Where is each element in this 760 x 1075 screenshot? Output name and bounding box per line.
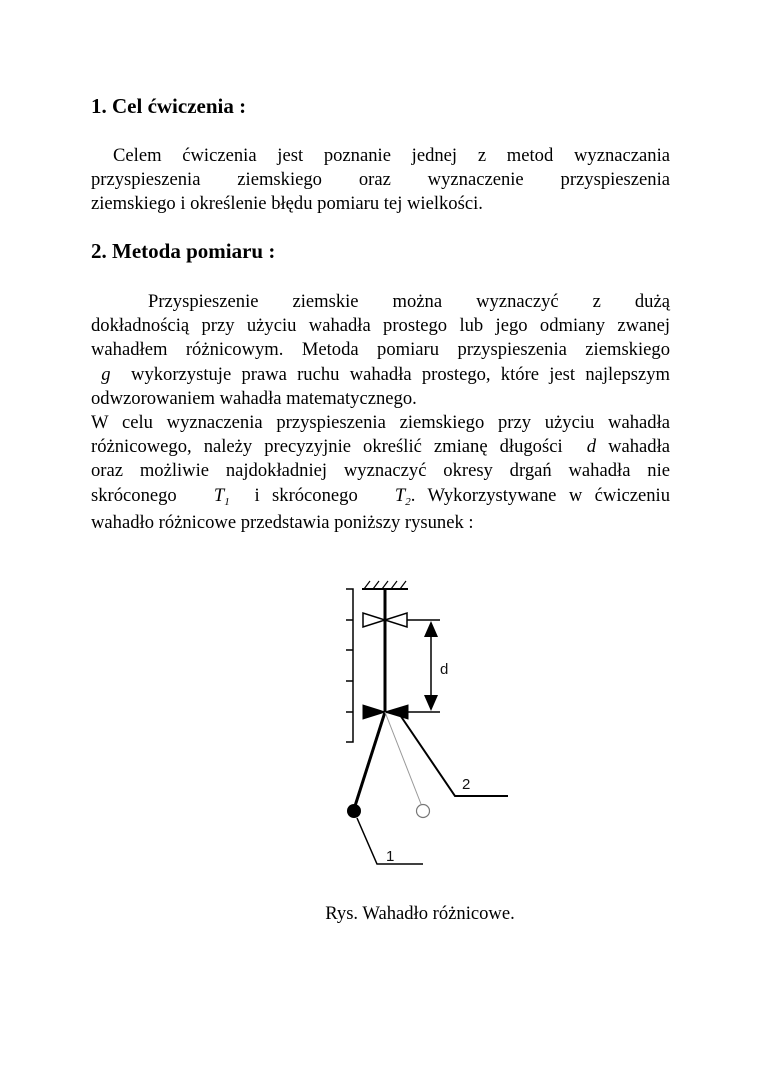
paragraph-line: Przyspieszenie ziemskie można wyznaczyć z dużą — [148, 291, 670, 312]
pendulum-1-label: 1 — [386, 848, 395, 865]
section-1-heading: 1. Cel ćwiczenia : — [91, 94, 247, 118]
paragraph-line: Celem ćwiczenia jest poznanie jednej z metod wyznaczania — [113, 145, 670, 166]
symbol-g: g — [101, 363, 111, 385]
paragraph-line-text: wykorzystuje prawa ruchu wahadła prostego, które jest najlepszym — [131, 363, 670, 385]
pendulum-2-leader — [398, 712, 508, 796]
paragraph-line-text: różnicowego, należy precyzyjnie określić zmianę długości — [91, 436, 563, 458]
paragraph-line: przyspieszenia ziemskiego oraz wyznaczenie przyspieszenia — [91, 169, 670, 191]
length-scale-bracket — [346, 589, 353, 742]
section-2-heading: 2. Metoda pomiaru : — [91, 239, 276, 263]
symbol-T2: $T_2$ — [394, 484, 411, 508]
pendulum-1-string — [355, 712, 385, 806]
paragraph-line: oraz możliwie najdokładniej wyznaczyć okresy drgań wahadła nie — [91, 460, 670, 482]
figure-caption: Rys. Wahadło różnicowe. — [325, 903, 515, 924]
paragraph-line: W celu wyznaczenia przyspieszenia ziemskiego przy użyciu wahadła — [91, 411, 670, 433]
paragraph-line-text: skróconego — [91, 484, 177, 506]
paragraph-line: wahadłem różnicowym. Metoda pomiaru przyspieszenia ziemskiego — [91, 339, 670, 361]
paragraph-line-text: wahadła — [608, 436, 671, 458]
distance-d-arrow — [424, 621, 438, 711]
pendulum-rest-bob — [417, 805, 430, 818]
paragraph-line-text: i skróconego — [254, 484, 358, 506]
paragraph-line: odwzorowaniem wahadła matematycznego. — [91, 387, 417, 409]
symbol-T1: $T_1$ — [213, 484, 230, 508]
paragraph-line: wahadło różnicowe przedstawia poniższy rysunek : — [91, 511, 474, 533]
paragraph-line: dokładnością przy użyciu wahadła prostego lub jego odmiany zwanej — [91, 315, 670, 337]
symbol-d: d — [586, 436, 597, 458]
pendulum-1-bob — [347, 804, 361, 818]
paragraph-line: ziemskiego i określenie błędu pomiaru tej wielkości. — [91, 193, 483, 215]
ceiling-support — [362, 581, 408, 589]
pendulum-rest-string — [385, 712, 421, 804]
pendulum-2-label: 2 — [462, 776, 471, 793]
distance-d-label: d — [440, 661, 449, 678]
paragraph-line-text: . Wykorzystywane w ćwiczeniu — [410, 484, 670, 506]
